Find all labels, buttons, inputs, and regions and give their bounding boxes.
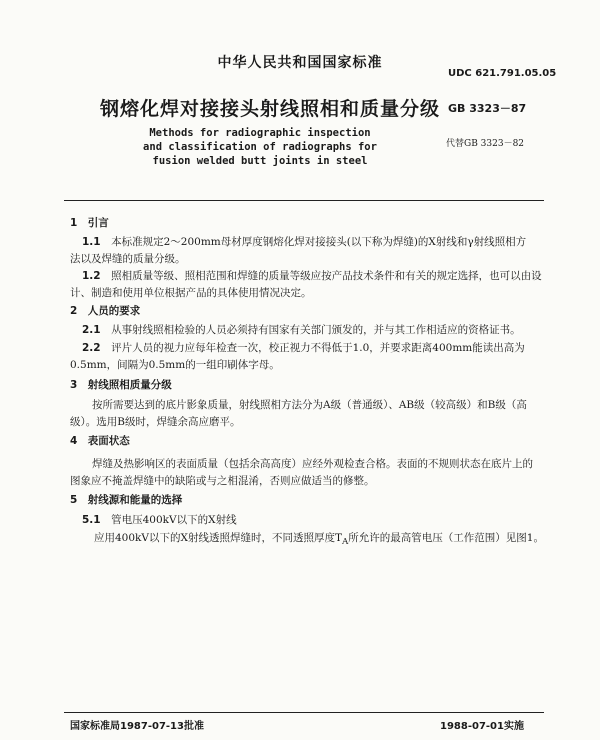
title-en-line: Methods for radiographic inspection — [149, 127, 371, 139]
section-heading: 1 引言 — [70, 217, 109, 229]
section-heading: 2 人员的要求 — [70, 305, 141, 317]
national-standard-heading: 中华人民共和国国家标准 — [217, 55, 383, 71]
approval-date: 国家标准局1987-07-13批准 — [70, 721, 204, 732]
replaces-note: 代替GB 3323－82 — [446, 139, 525, 149]
paragraph-5-1-body: 应用400kV以下的X射线透照焊缝时，不同透照厚度$T_A$所允许的最高管电压（工作范围）见图1。 — [94, 532, 544, 548]
standard-title-en — [0, 126, 520, 168]
section-heading: 4 表面状态 — [70, 435, 130, 447]
udc-code: UDC 621.791.05.05 — [448, 68, 557, 79]
paragraph-2-1: 2.1 从事射线照相检验的人员必须持有国家有关部门颁发的，并与其工作相适应的资格证书。 — [82, 324, 521, 336]
paragraph-1-2: 1.2 照相质量等级、照相范围和焊缝的质量等级应按产品技术条件和有关的规定选择，也可以由设 计、制造和使用单位根据产品的具体使用情况决定。 — [70, 270, 542, 299]
paragraph-1-1: 1.1 本标准规定2～200mm母材厚度钢熔化焊对接接头(以下称为焊缝)的X射线和γ射线照相方 法以及焊缝的质量分级。 — [70, 236, 527, 265]
implementation-date: 1988-07-01实施 — [440, 721, 524, 732]
header-divider — [64, 200, 544, 201]
title-en-line: and classification of radiographs for — [143, 141, 377, 153]
standard-title-zh: 钢熔化焊对接接头射线照相和质量分级 — [99, 98, 440, 120]
title-en-line: fusion welded butt joints in steel — [152, 155, 368, 167]
section-heading: 5 射线源和能量的选择 — [70, 494, 183, 506]
section-heading: 3 射线照相质量分级 — [70, 379, 172, 391]
paragraph-3: 按所需要达到的底片影象质量，射线照相方法分为A级（普通级）、AB级（较高级）和B级（高 级）。选用B级时，焊缝余高应磨平。 — [70, 399, 527, 428]
paragraph-4: 焊缝及热影响区的表面质量（包括余高高度）应经外观检查合格。表面的不规则状态在底片上的 图象应不掩盖焊缝中的缺陷或与之相混淆，否则应做适当的修整。 — [70, 458, 533, 487]
paragraph-2-2: 2.2 评片人员的视力应每年检查一次，校正视力不得低于1.0，并要求距离400mm能读出高为 0.5mm，间隔为0.5mm的一组印刷体字母。 — [70, 342, 525, 371]
paragraph-5-1: 5.1 管电压400kV以下的X射线 — [82, 514, 237, 526]
footer-divider — [64, 712, 544, 713]
gb-number: GB 3323－87 — [448, 102, 527, 115]
